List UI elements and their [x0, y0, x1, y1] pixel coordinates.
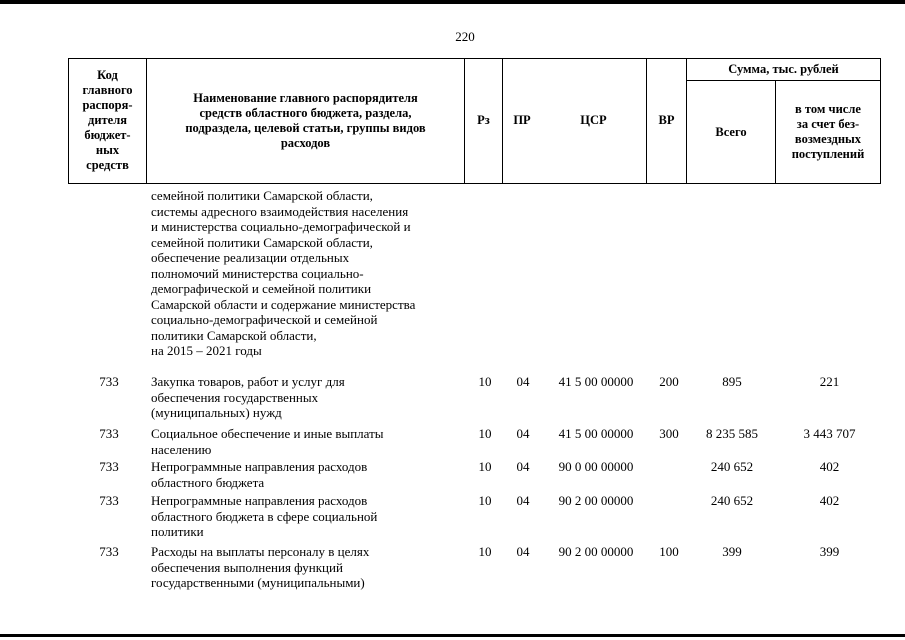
cell-free: 402	[819, 493, 840, 508]
text-line: политики	[151, 524, 204, 539]
text-line: политики Самарской области,	[151, 327, 317, 343]
text-line: семейной политики Самарской области,	[151, 234, 373, 250]
cell-code: 733	[99, 459, 119, 474]
top-border	[0, 0, 905, 4]
text-line: за счет без-	[796, 117, 860, 131]
page-number: 220	[455, 29, 475, 44]
text-line: обеспечения выполнения функций	[151, 559, 343, 575]
text-line: поступлений	[791, 147, 865, 161]
header-name-text	[185, 91, 425, 151]
text-line: расходов	[280, 135, 331, 150]
cell-total: 8 235 585	[706, 426, 758, 441]
text-line: полномочий министерства социально-	[151, 265, 364, 281]
text-line: возмездных	[794, 132, 862, 146]
continuation-text	[151, 188, 471, 359]
table-header	[68, 58, 881, 184]
text-line: Наименование главного распорядителя	[193, 90, 418, 105]
header-rz: Рз	[477, 113, 490, 127]
text-line: населению	[151, 441, 212, 457]
header-name	[147, 58, 464, 183]
cell-pr: 04	[516, 374, 530, 389]
header-free	[776, 81, 880, 183]
header-total: Всего	[715, 124, 747, 139]
cell-code: 733	[99, 544, 119, 559]
cell-rz: 10	[478, 426, 492, 441]
cell-csr: 90 0 00 00000	[558, 459, 634, 474]
text-line: на 2015 – 2021 годы	[151, 343, 262, 358]
text-line: в том числе	[795, 102, 861, 116]
text-line: семейной политики Самарской области,	[151, 188, 373, 203]
text-line: областного бюджета в сфере социальной	[151, 508, 378, 524]
text-line: Закупка товаров, работ и услуг для	[151, 374, 345, 389]
cell-rz: 10	[478, 493, 492, 508]
cell-vr: 300	[659, 426, 679, 441]
cell-total: 399	[722, 544, 742, 559]
header-vr: ВР	[658, 113, 675, 127]
cell-free: 402	[819, 459, 840, 474]
bottom-border	[0, 634, 905, 637]
text-line: бюджет-	[84, 128, 131, 142]
text-line: Непрограммные направления расходов	[151, 459, 368, 474]
cell-name	[151, 374, 471, 421]
cell-free: 399	[819, 544, 840, 559]
cell-csr: 90 2 00 00000	[558, 493, 634, 508]
cell-name	[151, 544, 471, 591]
cell-csr: 41 5 00 00000	[558, 426, 634, 441]
text-line: Непрограммные направления расходов	[151, 493, 368, 508]
header-pr: ПР	[513, 113, 531, 127]
text-line: подраздела, целевой статьи, группы видов	[185, 120, 426, 135]
text-line: системы адресного взаимодействия населения	[151, 203, 409, 219]
text-line: государственными (муниципальными)	[151, 575, 365, 590]
header-code	[69, 58, 146, 183]
text-line: средств областного бюджета, раздела,	[199, 105, 412, 120]
text-line: областного бюджета	[151, 474, 265, 490]
cell-rz: 10	[478, 374, 492, 389]
cell-vr: 200	[659, 374, 679, 389]
cell-pr: 04	[516, 459, 530, 474]
cell-total: 240 652	[710, 459, 754, 474]
text-line: и министерства социально-демографической и	[151, 219, 411, 234]
text-line: средств	[86, 158, 129, 172]
header-sum-title: Сумма, тыс. рублей	[728, 61, 839, 76]
cell-pr: 04	[516, 493, 530, 508]
cell-code: 733	[99, 374, 119, 389]
text-line: Код	[97, 68, 118, 82]
text-line: демографической и семейной политики	[151, 281, 372, 296]
cell-csr: 90 2 00 00000	[558, 544, 634, 559]
cell-total: 240 652	[710, 493, 754, 508]
cell-total: 895	[722, 374, 742, 389]
cell-name	[151, 493, 471, 540]
cell-code: 733	[99, 426, 119, 441]
text-line: Самарской области и содержание министерства	[151, 296, 416, 312]
text-line: главного	[82, 83, 133, 97]
cell-rz: 10	[478, 544, 492, 559]
text-line: ных	[95, 143, 120, 157]
text-line: обеспечение реализации отдельных	[151, 250, 350, 265]
text-line: распоря-	[82, 98, 133, 112]
cell-rz: 10	[478, 459, 492, 474]
header-csr: ЦСР	[580, 113, 607, 127]
text-line: социально-демографической и семейной	[151, 312, 378, 327]
text-line: (муниципальных) нужд	[151, 405, 282, 420]
cell-csr: 41 5 00 00000	[558, 374, 634, 389]
cell-vr: 100	[659, 544, 679, 559]
cell-name	[151, 426, 471, 457]
cell-code: 733	[99, 493, 119, 508]
cell-free: 221	[819, 374, 840, 389]
cell-pr: 04	[516, 426, 530, 441]
cell-pr: 04	[516, 544, 530, 559]
header-free-text	[792, 102, 865, 162]
text-line: дителя	[88, 113, 127, 127]
cell-free: 3 443 707	[803, 426, 856, 441]
text-line: Расходы на выплаты персоналу в целях	[151, 544, 370, 559]
text-line: Социальное обеспечение и иные выплаты	[151, 426, 384, 441]
header-code-text	[82, 68, 132, 173]
text-line: обеспечения государственных	[151, 389, 319, 405]
cell-name	[151, 459, 471, 490]
